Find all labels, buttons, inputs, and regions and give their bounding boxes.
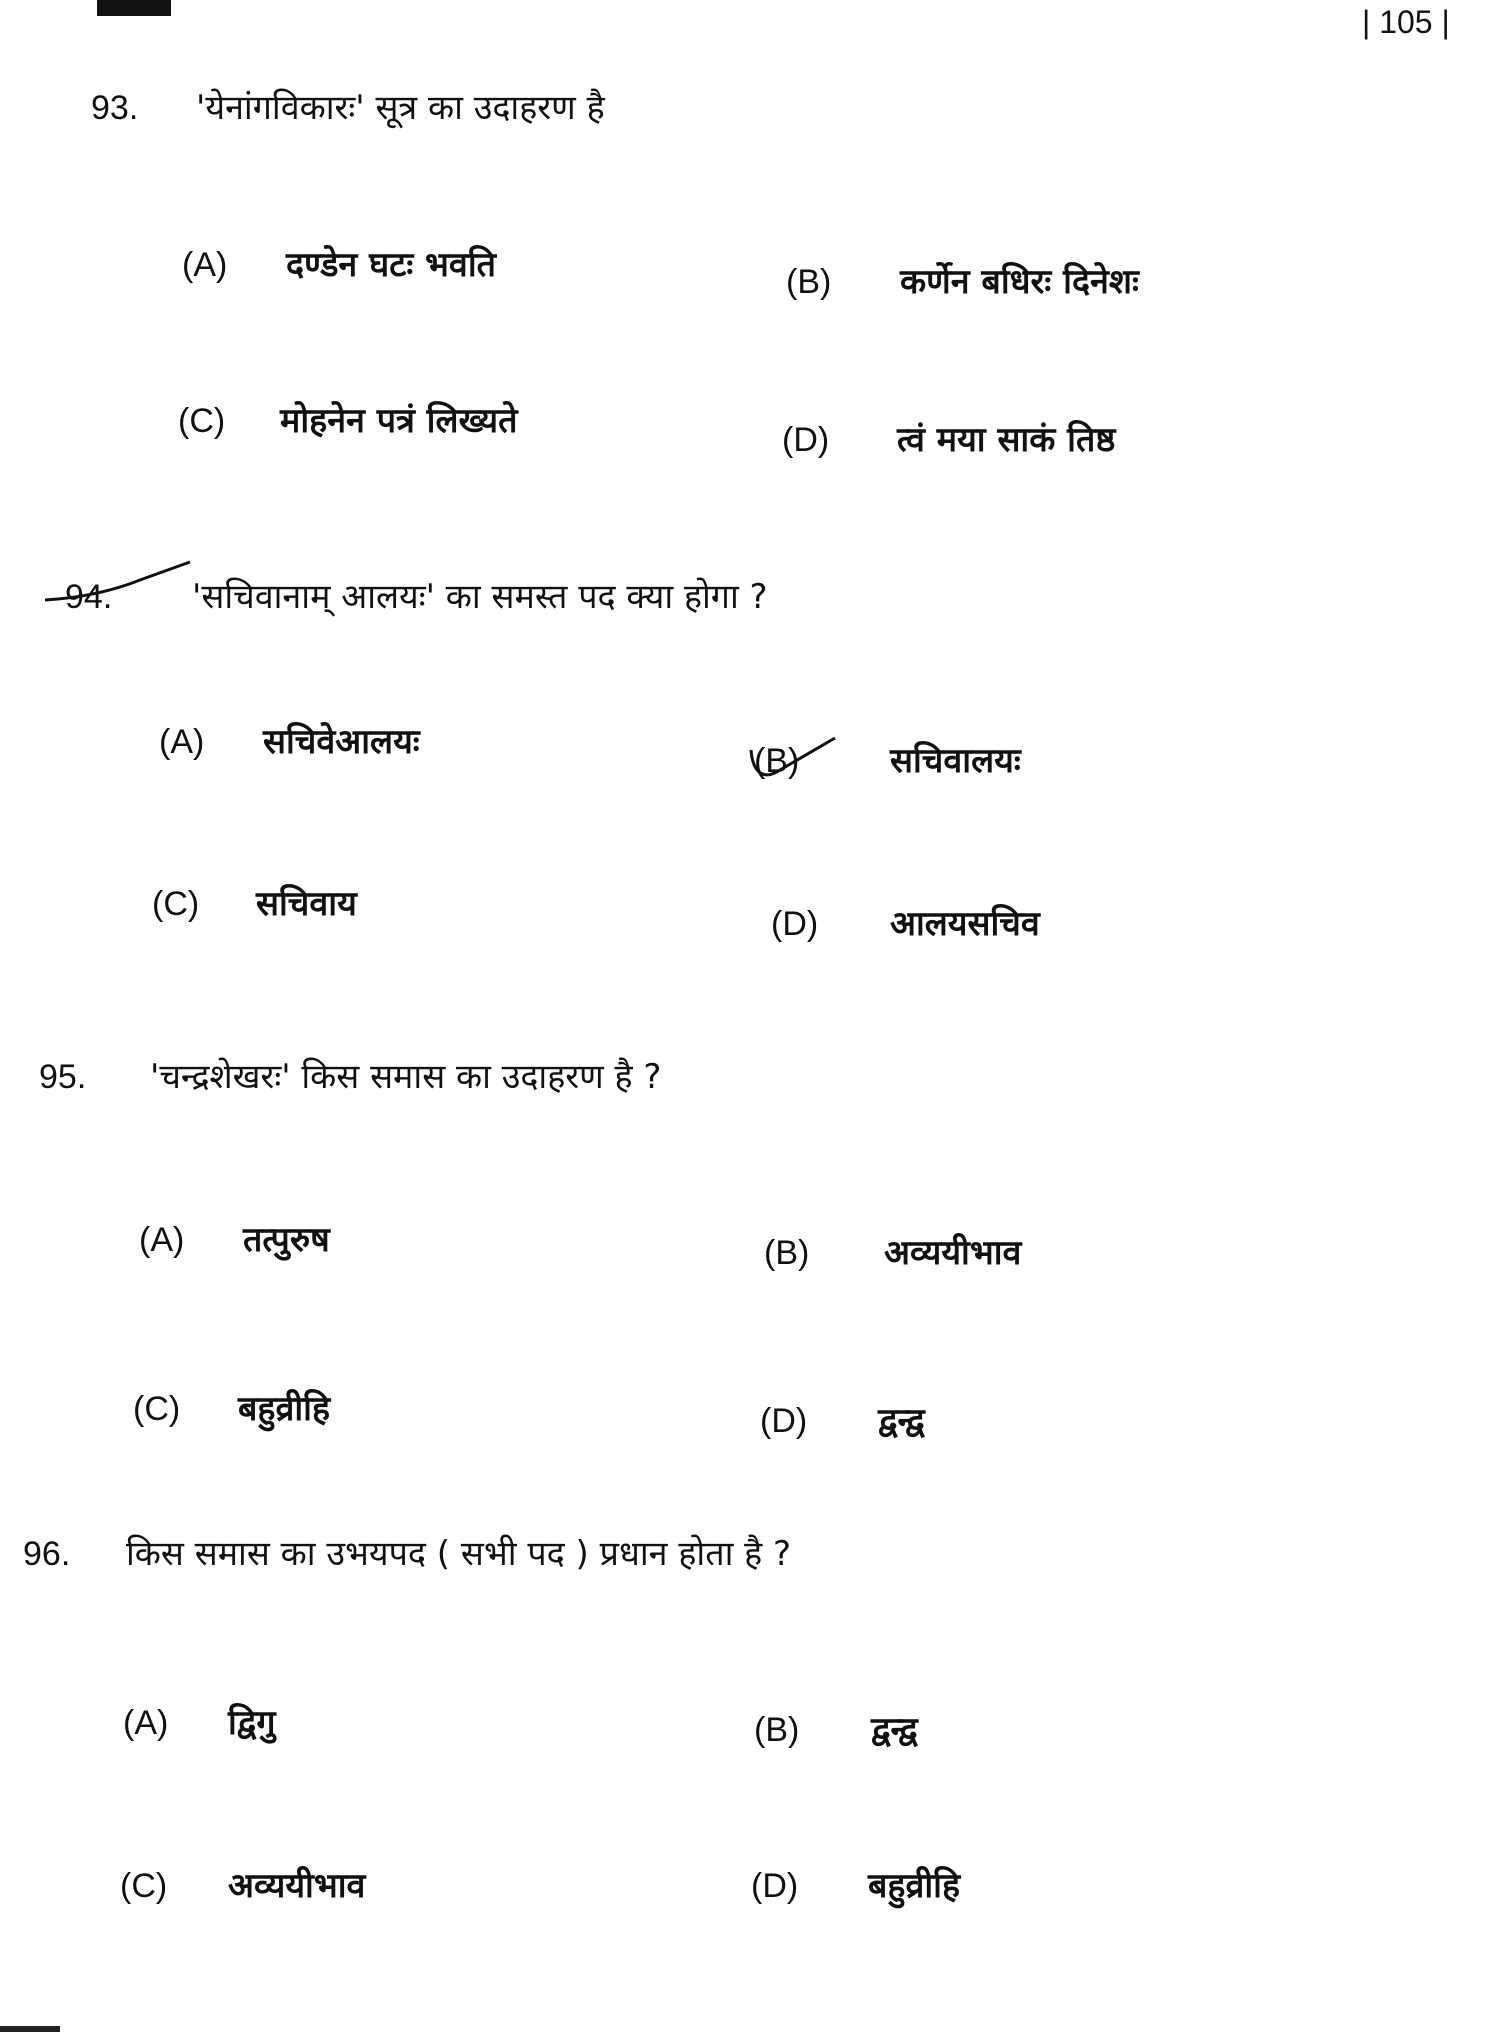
header-black-block — [97, 0, 171, 16]
option-label: (C) — [120, 1867, 168, 1905]
question-96-text: किस समास का उभयपद ( सभी पद ) प्रधान होता है ? — [126, 1534, 792, 1574]
option-text: अव्ययीभाव — [228, 1866, 366, 1906]
tick-mark-icon — [745, 730, 845, 790]
option-label: (A) — [159, 723, 205, 761]
question-95-number: 95. — [39, 1058, 87, 1096]
question-94-number: 94. — [65, 578, 113, 616]
question-93-number: 93. — [91, 89, 139, 127]
option-text: आलयसचिव — [890, 904, 1040, 944]
option-label: (C) — [133, 1390, 181, 1428]
option-text: द्विगु — [228, 1703, 276, 1743]
question-96-number: 96. — [23, 1535, 71, 1573]
option-label: (D) — [771, 905, 819, 943]
option-text: अव्ययीभाव — [884, 1233, 1022, 1273]
option-label: (B) — [786, 263, 832, 301]
option-label-ticked: (B) — [754, 742, 800, 780]
option-label: (A) — [182, 246, 228, 284]
option-text: सचिवाय — [256, 884, 357, 924]
option-text: सचिवालयः — [890, 741, 1021, 781]
option-label: (A) — [123, 1704, 169, 1742]
option-label: (B) — [764, 1234, 810, 1272]
option-label: (C) — [178, 402, 226, 440]
option-label: (C) — [152, 885, 200, 923]
option-text: द्वन्द्व — [871, 1710, 918, 1750]
question-93-text: 'येनांगविकारः' सूत्र का उदाहरण है — [196, 88, 605, 128]
option-label: (A) — [139, 1221, 185, 1259]
option-label: (B) — [754, 1711, 800, 1749]
option-label: (D) — [751, 1867, 799, 1905]
option-text: मोहनेन पत्रं लिख्यते — [280, 401, 518, 441]
option-text: सचिवेआलयः — [263, 722, 420, 762]
option-label: (D) — [760, 1402, 808, 1440]
option-text: बहुव्रीहि — [868, 1866, 961, 1906]
option-text: दण्डेन घटः भवति — [286, 245, 497, 285]
option-label: (D) — [782, 421, 830, 459]
option-text: कर्णेन बधिरः दिनेशः — [900, 262, 1139, 302]
option-text: तत्पुरुष — [243, 1220, 330, 1260]
question-95-text: 'चन्द्रशेखरः' किस समास का उदाहरण है ? — [150, 1057, 662, 1097]
page-number: | 105 | — [1362, 4, 1450, 40]
question-94-text: 'सचिवानाम् आलयः' का समस्त पद क्या होगा ? — [192, 577, 768, 617]
footer-mark — [0, 2026, 60, 2032]
option-text: त्वं मया साकं तिष्ठ — [897, 420, 1116, 460]
option-text: द्वन्द्व — [878, 1401, 925, 1441]
option-text: बहुव्रीहि — [238, 1389, 331, 1429]
